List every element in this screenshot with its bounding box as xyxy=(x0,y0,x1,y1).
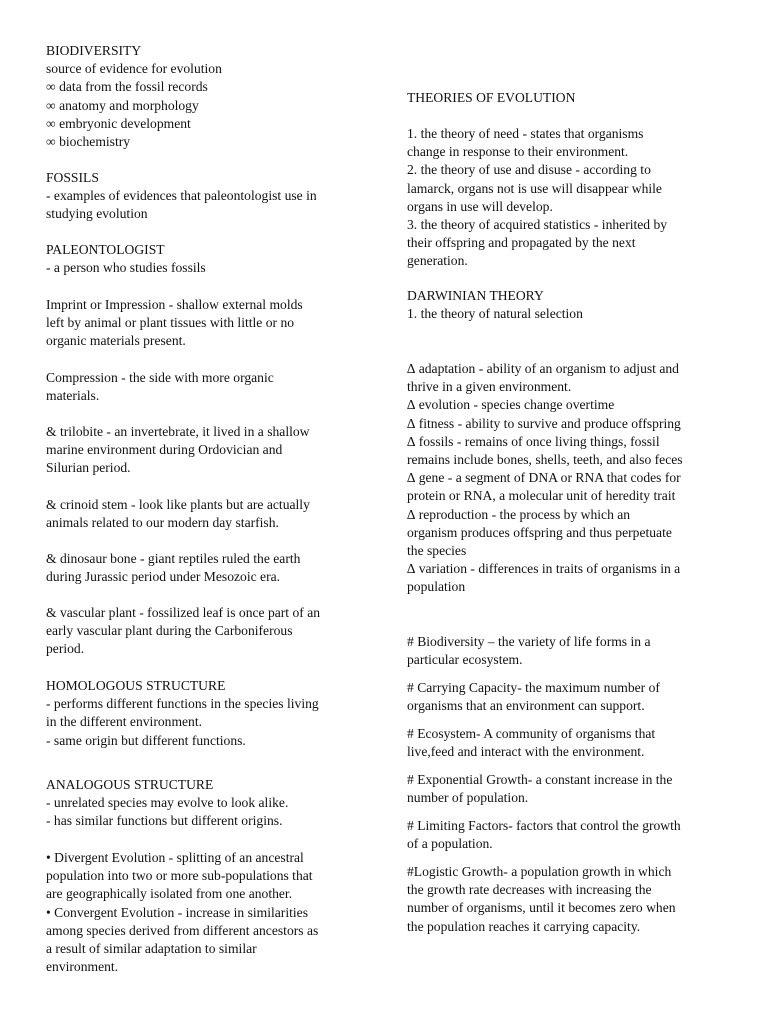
text-line: - a person who studies fossils xyxy=(46,260,206,276)
text-line: studying evolution xyxy=(46,206,148,222)
text-line: of a population. xyxy=(407,836,493,852)
left-paragraph xyxy=(46,677,364,750)
right-paragraph xyxy=(407,679,729,715)
text-line: 2. the theory of use and disuse - according to xyxy=(407,162,651,178)
right-paragraph xyxy=(407,817,729,853)
text-line: • Divergent Evolution - splitting of an ancestral xyxy=(46,850,304,865)
text-line: HOMOLOGOUS STRUCTURE xyxy=(46,678,226,693)
text-line: & vascular plant - fossilized leaf is once part of an xyxy=(46,605,321,620)
left-paragraph xyxy=(46,42,364,151)
text-line: FOSSILS xyxy=(46,170,99,185)
text-line: - has similar functions but different origins. xyxy=(46,813,283,829)
left-paragraph xyxy=(46,604,364,659)
text-line: - examples of evidences that paleontologist use in xyxy=(46,188,317,204)
text-line: • Convergent Evolution - increase in similarities xyxy=(46,904,308,920)
left-paragraph xyxy=(46,423,364,478)
text-line: # Limiting Factors- factors that control the growth xyxy=(407,818,681,833)
text-line: source of evidence for evolution xyxy=(46,61,222,77)
text-line: ∆ evolution - species change overtime xyxy=(407,397,615,413)
text-line: population into two or more sub-populations that xyxy=(46,868,313,884)
text-line: # Ecosystem- A community of organisms that xyxy=(407,726,656,741)
text-line: ∞ embryonic development xyxy=(46,115,191,131)
text-line: materials. xyxy=(46,388,100,404)
text-line: ∞ biochemistry xyxy=(46,133,131,149)
text-line: organs in use will develop. xyxy=(407,198,553,214)
text-line: & dinosaur bone - giant reptiles ruled the earth xyxy=(46,551,301,566)
text-line: 1. the theory of natural selection xyxy=(407,306,583,322)
text-line: ∆ gene - a segment of DNA or RNA that codes for xyxy=(407,470,681,486)
text-line: thrive in a given environment. xyxy=(407,379,572,395)
text-line: their offspring and propagated by the next xyxy=(407,235,636,251)
text-line: ∆ adaptation - ability of an organism to adjust and xyxy=(407,361,679,376)
right-paragraph xyxy=(407,725,729,761)
text-line: Silurian period. xyxy=(46,460,131,476)
text-line: - same origin but different functions. xyxy=(46,732,246,748)
text-line: early vascular plant during the Carboniferous xyxy=(46,623,293,639)
text-line: number of organisms, until it becomes zero when xyxy=(407,900,676,916)
text-line: change in response to their environment. xyxy=(407,144,629,160)
text-line: # Biodiversity – the variety of life forms in a xyxy=(407,634,651,649)
left-paragraph xyxy=(46,776,364,831)
text-line: - unrelated species may evolve to look alike. xyxy=(46,795,289,811)
text-line: the species xyxy=(407,542,467,558)
text-line: 1. the theory of need - states that organisms xyxy=(407,126,644,141)
text-line: PALEONTOLOGIST xyxy=(46,242,165,257)
left-paragraph xyxy=(46,550,364,586)
text-line: - performs different functions in the species living xyxy=(46,696,319,712)
text-line: live,feed and interact with the environment. xyxy=(407,744,645,760)
text-line: 3. the theory of acquired statistics - inherited by xyxy=(407,216,668,232)
text-line: generation. xyxy=(407,253,468,269)
text-line: Imprint or Impression - shallow external molds xyxy=(46,297,303,312)
text-line: DARWINIAN THEORY xyxy=(407,288,544,303)
text-line: THEORIES OF EVOLUTION xyxy=(407,90,576,105)
text-line: # Carrying Capacity- the maximum number of xyxy=(407,680,660,695)
text-line: population xyxy=(407,579,466,595)
text-line: the growth rate decreases with increasing the xyxy=(407,882,652,898)
text-line: during Jurassic period under Mesozoic era. xyxy=(46,569,281,585)
text-line: particular ecosystem. xyxy=(407,652,523,668)
left-paragraph xyxy=(46,241,364,277)
right-paragraph xyxy=(407,287,729,323)
left-paragraph xyxy=(46,169,364,224)
text-line: ∆ fossils - remains of once living things, fossil xyxy=(407,433,660,449)
text-line: are geographically isolated from one another. xyxy=(46,886,293,902)
text-line: ANALOGOUS STRUCTURE xyxy=(46,777,214,792)
right-paragraph xyxy=(407,89,729,107)
text-line: ∆ reproduction - the process by which an xyxy=(407,506,631,522)
text-line: environment. xyxy=(46,959,119,975)
text-line: organism produces offspring and thus perpetuate xyxy=(407,524,672,540)
right-paragraph xyxy=(407,125,729,271)
text-line: animals related to our modern day starfish. xyxy=(46,515,279,531)
text-line: marine environment during Ordovician and xyxy=(46,442,283,458)
right-paragraph xyxy=(407,863,729,936)
text-line: in the different environment. xyxy=(46,714,203,730)
text-line: Compression - the side with more organic xyxy=(46,370,274,385)
text-line: protein or RNA, a molecular unit of heredity trait xyxy=(407,488,676,504)
text-line: a result of similar adaptation to similar xyxy=(46,940,257,956)
text-line: remains include bones, shells, teeth, and also feces xyxy=(407,451,683,467)
right-paragraph xyxy=(407,771,729,807)
text-line: & trilobite - an invertebrate, it lived in a shallow xyxy=(46,424,310,439)
left-paragraph xyxy=(46,496,364,532)
text-line: organisms that an environment can support. xyxy=(407,698,645,714)
text-line: ∞ data from the fossil records xyxy=(46,79,208,95)
left-paragraph xyxy=(46,296,364,351)
right-paragraph xyxy=(407,360,729,596)
text-line: ∞ anatomy and morphology xyxy=(46,97,199,113)
text-line: lamarck, organs not is use will disappear while xyxy=(407,180,662,196)
left-paragraph xyxy=(46,849,364,976)
text-line: the population reaches it carrying capacity. xyxy=(407,918,641,934)
text-line: period. xyxy=(46,641,85,657)
text-line: #Logistic Growth- a population growth in which xyxy=(407,864,672,879)
text-line: & crinoid stem - look like plants but are actually xyxy=(46,497,310,512)
left-paragraph xyxy=(46,369,364,405)
text-line: among species derived from different ancestors as xyxy=(46,922,319,938)
text-line: ∆ fitness - ability to survive and produce offspring xyxy=(407,415,681,431)
text-line: ∆ variation - differences in traits of organisms in a xyxy=(407,561,681,577)
text-line: # Exponential Growth- a constant increase in the xyxy=(407,772,673,787)
text-line: left by animal or plant tissues with little or no xyxy=(46,315,295,331)
right-paragraph xyxy=(407,633,729,669)
text-line: BIODIVERSITY xyxy=(46,43,142,58)
text-line: number of population. xyxy=(407,790,529,806)
text-line: organic materials present. xyxy=(46,333,186,349)
